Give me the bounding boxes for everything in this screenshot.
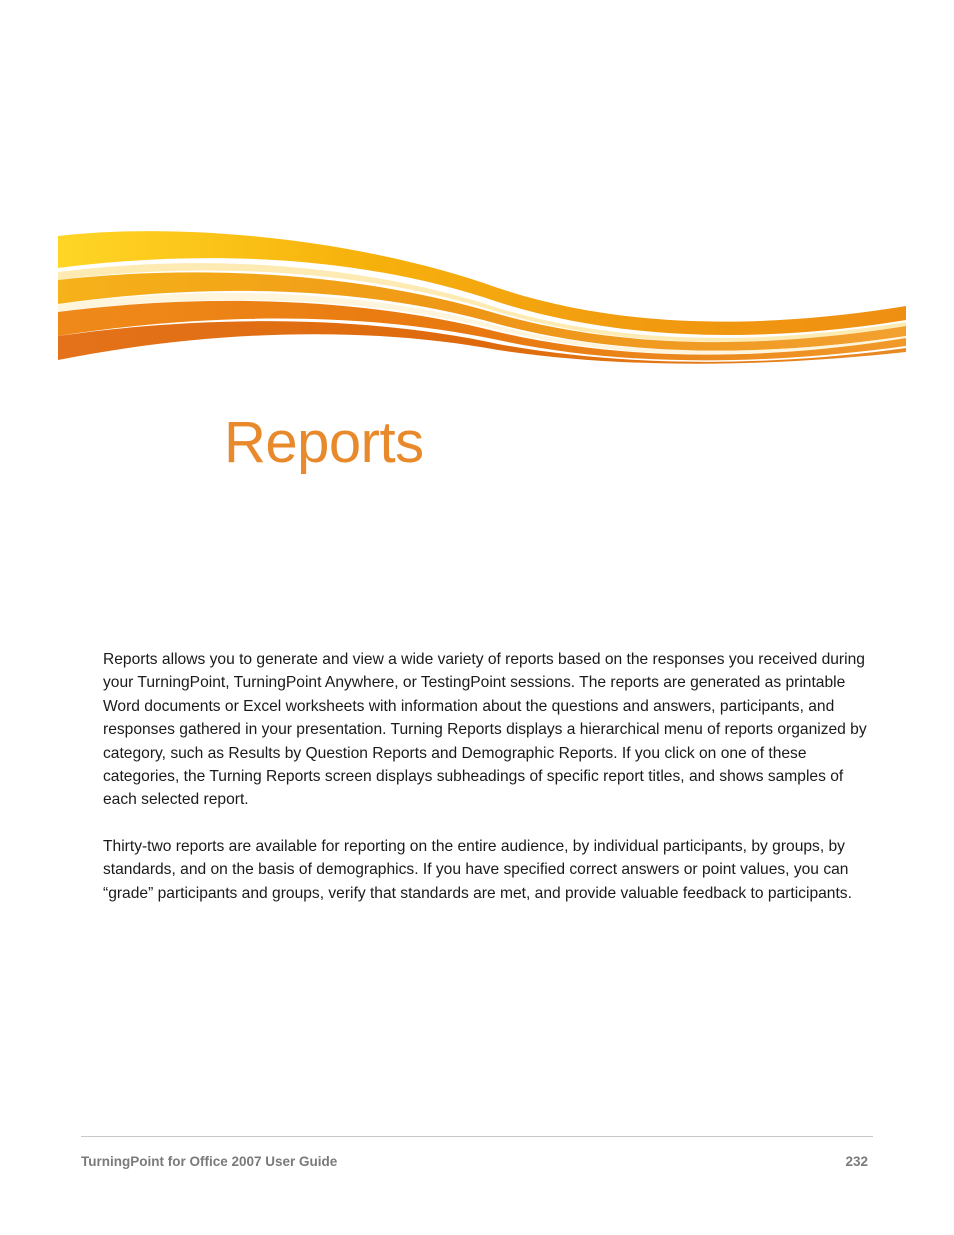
footer-guide-title: TurningPoint for Office 2007 User Guide: [81, 1154, 338, 1169]
footer-divider: [81, 1136, 873, 1137]
body-text: [103, 648, 873, 928]
footer-page-number: 232: [845, 1154, 868, 1169]
body-paragraph: Reports allows you to generate and view a wide variety of reports based on the responses you received during your TurningPoint, TurningPoint Anywhere, or TestingPoint sessions. The reports are generated as printable Word documents or Excel worksheets with information about the questions and answers, participants, and responses gathered in your presentation. Turning Reports displays a hierarchical menu of reports organized by category, such as Results by Question Reports and Demographic Reports. If you click on one of these categories, the Turning Reports screen displays subheadings of specific report titles, and shows samples of each selected report.: [103, 651, 867, 809]
body-paragraph: Thirty-two reports are available for reporting on the entire audience, by individual participants, by groups, by standards, and on the basis of demographics. If you have specified correct answers or point values, you can “grade” participants and groups, verify that standards are met, and provide valuable feedback to participants.: [103, 837, 852, 902]
decorative-swoosh-banner: [58, 228, 906, 368]
chapter-title: Reports: [224, 410, 424, 475]
